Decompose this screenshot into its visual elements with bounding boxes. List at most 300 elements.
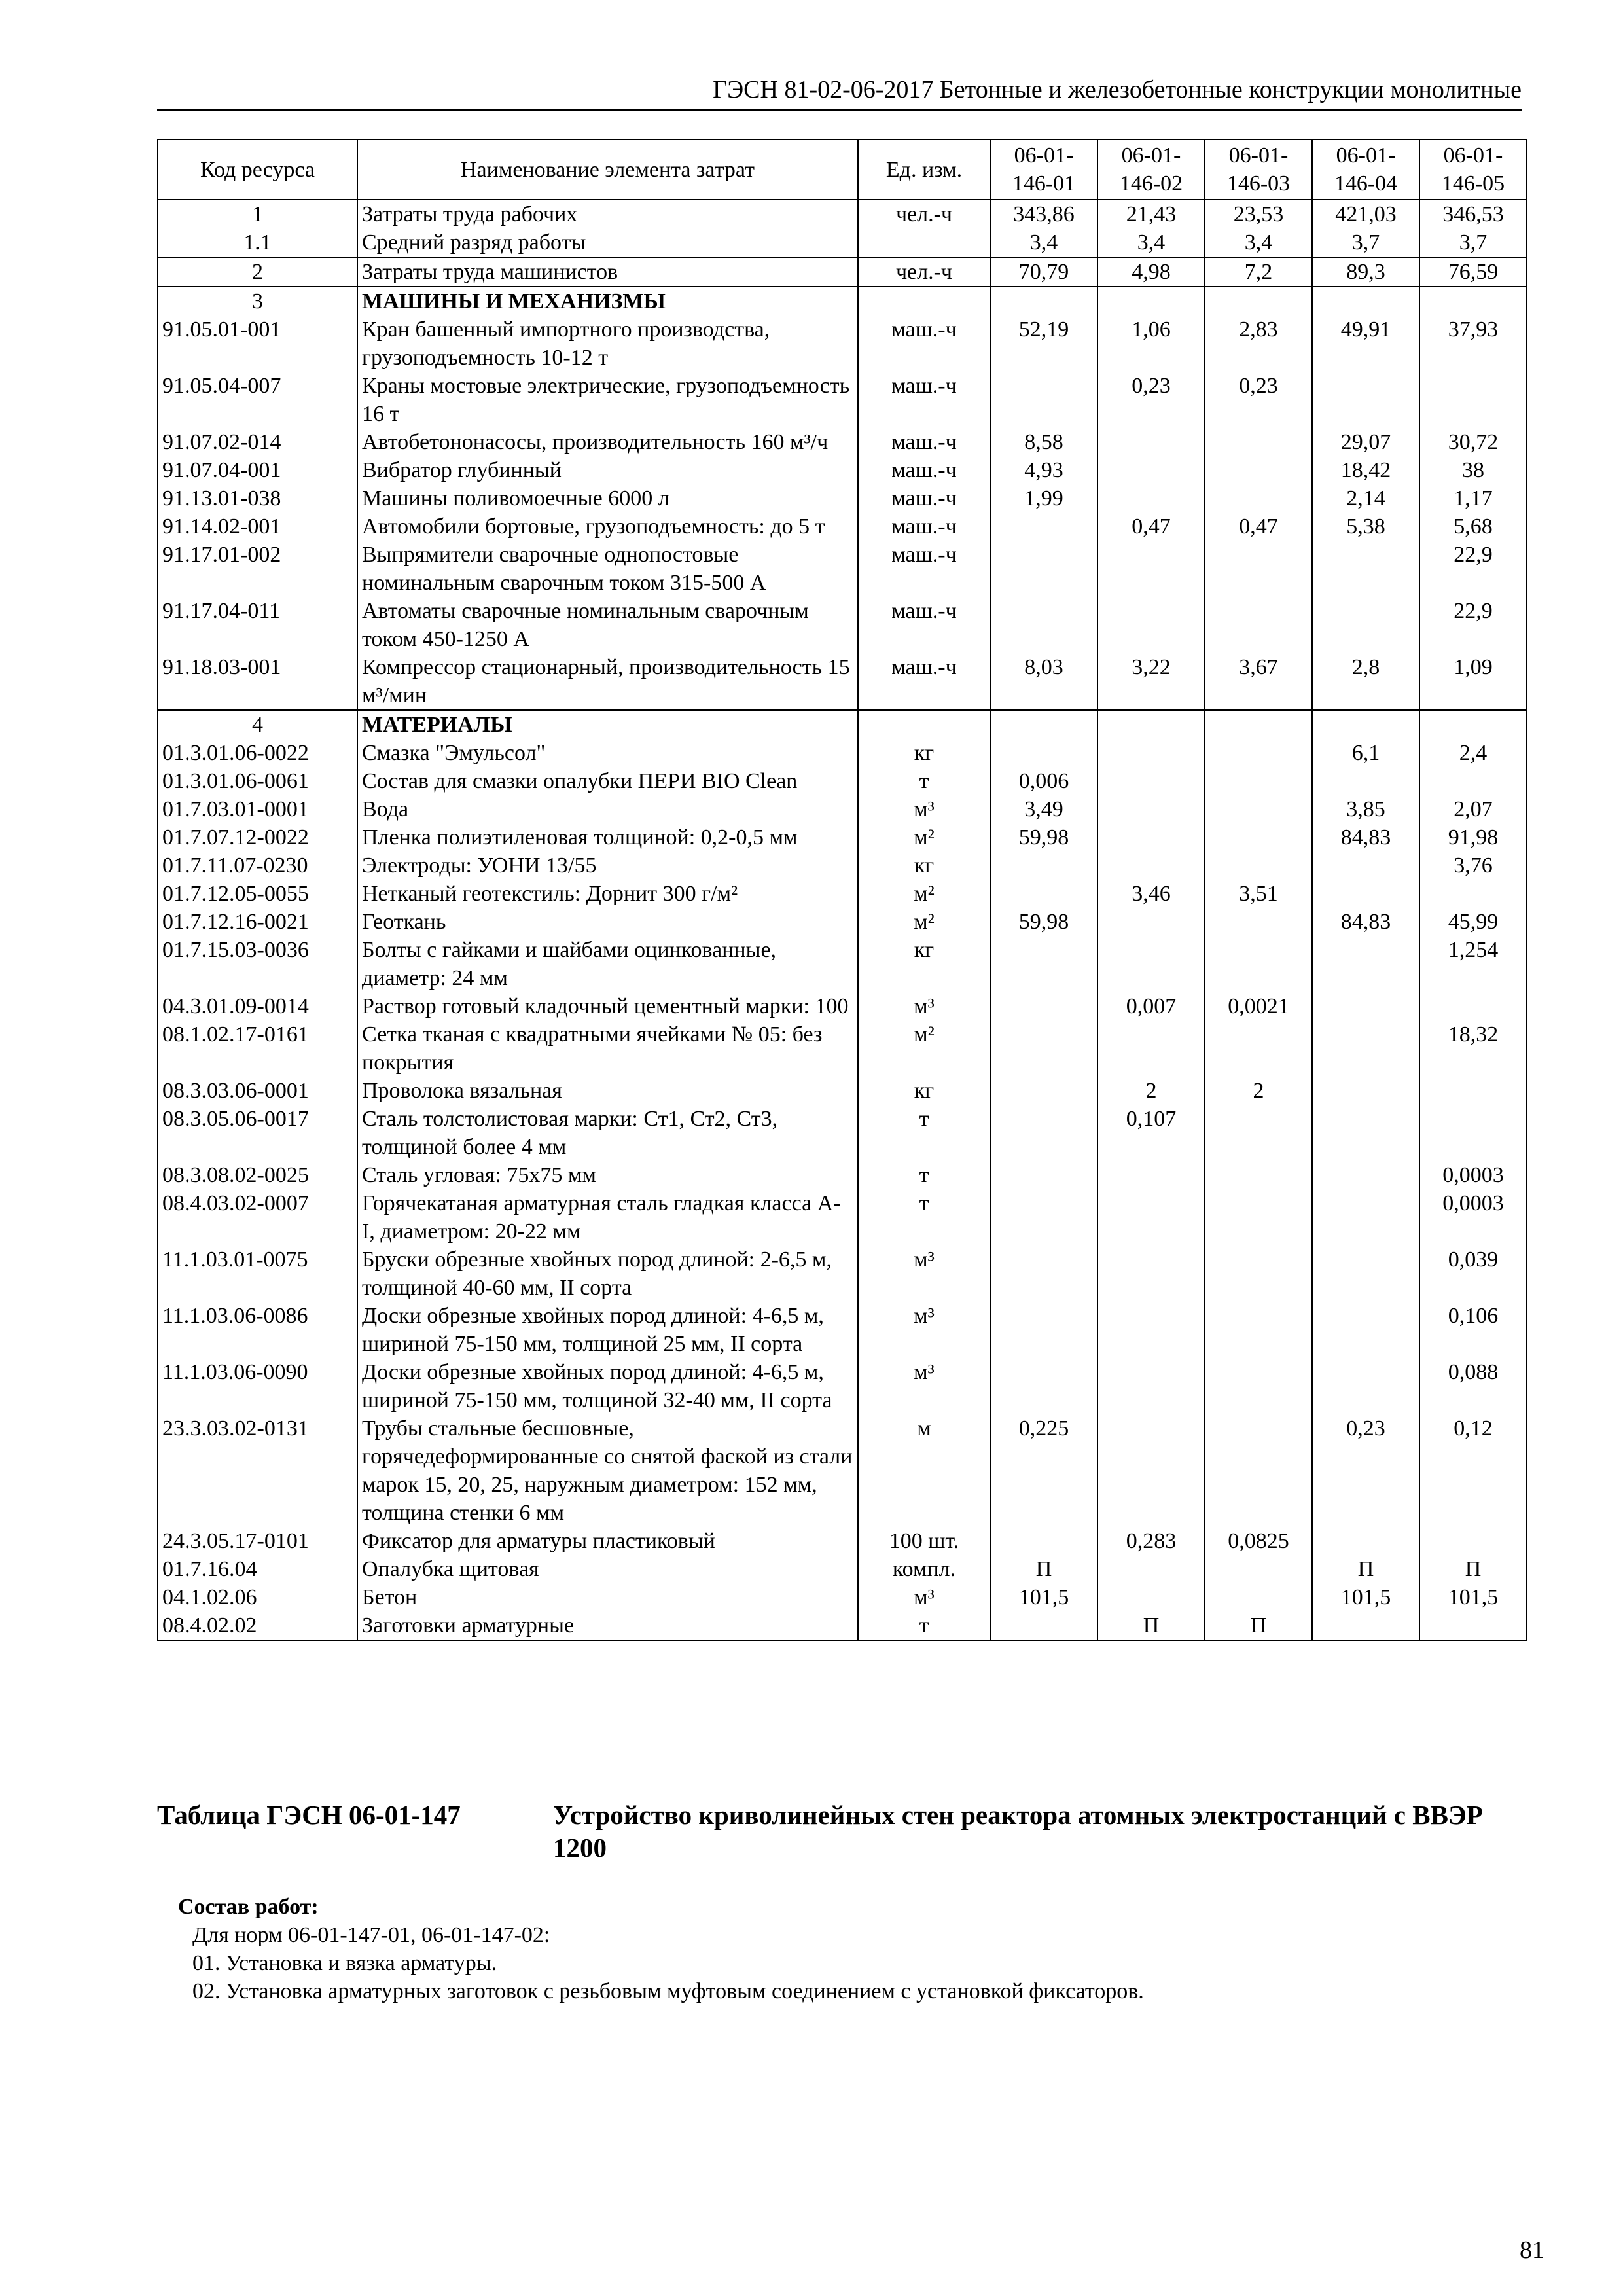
resource-code: 91.17.01-002 bbox=[158, 541, 357, 597]
resource-code: 24.3.05.17-0101 bbox=[158, 1527, 357, 1555]
resource-value bbox=[990, 1302, 1097, 1358]
resource-value bbox=[1312, 597, 1419, 653]
resource-value: 0,007 bbox=[1097, 992, 1205, 1020]
resource-value: 0,225 bbox=[990, 1414, 1097, 1527]
resource-value bbox=[990, 1358, 1097, 1414]
resource-code: 08.3.08.02-0025 bbox=[158, 1161, 357, 1189]
resource-value: 22,9 bbox=[1419, 541, 1527, 597]
resource-code: 04.3.01.09-0014 bbox=[158, 992, 357, 1020]
resource-code: 01.7.12.16-0021 bbox=[158, 908, 357, 936]
table-row bbox=[158, 257, 1527, 287]
resource-value: 18,42 bbox=[1312, 456, 1419, 484]
resource-value bbox=[1205, 1414, 1312, 1527]
resource-unit: т bbox=[858, 1105, 990, 1161]
resource-unit: чел.-ч bbox=[858, 200, 990, 228]
resource-value bbox=[990, 372, 1097, 428]
resource-value bbox=[1312, 1611, 1419, 1640]
resource-value bbox=[1312, 1358, 1419, 1414]
table-header-row bbox=[158, 139, 1527, 200]
resource-unit: маш.-ч bbox=[858, 597, 990, 653]
resource-value bbox=[1419, 372, 1527, 428]
resource-code: 08.4.03.02-0007 bbox=[158, 1189, 357, 1246]
resource-code: 08.3.05.06-0017 bbox=[158, 1105, 357, 1161]
resource-value: 1,99 bbox=[990, 484, 1097, 512]
resource-value: 346,53 bbox=[1419, 200, 1527, 228]
resource-name: Краны мостовые электрические, грузоподъемность 16 т bbox=[357, 372, 858, 428]
resource-code: 1 bbox=[158, 200, 357, 228]
table-row bbox=[158, 456, 1527, 484]
resource-value bbox=[990, 992, 1097, 1020]
resource-value: 0,107 bbox=[1097, 1105, 1205, 1161]
resource-value: 49,91 bbox=[1312, 315, 1419, 372]
resource-name: Сталь толстолистовая марки: Ст1, Ст2, Ст3, толщиной более 4 мм bbox=[357, 1105, 858, 1161]
resource-value: 84,83 bbox=[1312, 823, 1419, 852]
resource-value bbox=[1419, 1611, 1527, 1640]
resource-value: 1,09 bbox=[1419, 653, 1527, 710]
table-body bbox=[158, 200, 1527, 1640]
table-row bbox=[158, 1020, 1527, 1077]
resource-value: 22,9 bbox=[1419, 597, 1527, 653]
resource-name: Выпрямители сварочные однопостовые номинальным сварочным током 315-500 А bbox=[357, 541, 858, 597]
resource-value: 2,4 bbox=[1419, 739, 1527, 767]
resource-value bbox=[1419, 992, 1527, 1020]
resource-code: 11.1.03.06-0090 bbox=[158, 1358, 357, 1414]
resource-code: 11.1.03.06-0086 bbox=[158, 1302, 357, 1358]
resource-value bbox=[1312, 1161, 1419, 1189]
resource-code: 1.1 bbox=[158, 228, 357, 257]
header-unit: Ед. изм. bbox=[858, 139, 990, 200]
resource-value bbox=[1097, 1555, 1205, 1583]
resource-value: 1,254 bbox=[1419, 936, 1527, 992]
resource-unit: маш.-ч bbox=[858, 456, 990, 484]
resource-code: 91.05.04-007 bbox=[158, 372, 357, 428]
resource-code: 91.14.02-001 bbox=[158, 512, 357, 541]
resource-value: 37,93 bbox=[1419, 315, 1527, 372]
resource-value: 0,006 bbox=[990, 767, 1097, 795]
resource-name: Автоматы сварочные номинальным сварочным током 450-1250 А bbox=[357, 597, 858, 653]
resource-unit: т bbox=[858, 767, 990, 795]
resource-unit: чел.-ч bbox=[858, 257, 990, 287]
resource-value bbox=[1097, 428, 1205, 456]
resource-unit: маш.-ч bbox=[858, 428, 990, 456]
resource-value: 18,32 bbox=[1419, 1020, 1527, 1077]
next-table-number: Таблица ГЭСН 06-01-147 bbox=[157, 1800, 461, 1830]
resource-unit: т bbox=[858, 1189, 990, 1246]
table-row bbox=[158, 767, 1527, 795]
next-table-name: Устройство криволинейных стен реактора атомных электростанций с ВВЭР 1200 bbox=[553, 1800, 1483, 1863]
resource-code: 91.13.01-038 bbox=[158, 484, 357, 512]
resource-value: 101,5 bbox=[1312, 1583, 1419, 1611]
resource-name: Доски обрезные хвойных пород длиной: 4-6,5 м, шириной 75-150 мм, толщиной 25 мм, II сорта bbox=[357, 1302, 858, 1358]
resource-value bbox=[1097, 1302, 1205, 1358]
table-row bbox=[158, 1611, 1527, 1640]
resource-value: 45,99 bbox=[1419, 908, 1527, 936]
resource-value: 76,59 bbox=[1419, 257, 1527, 287]
resource-value bbox=[1205, 710, 1312, 739]
resource-value bbox=[990, 1527, 1097, 1555]
resource-value bbox=[1097, 287, 1205, 315]
resource-unit: маш.-ч bbox=[858, 653, 990, 710]
resource-value: 5,68 bbox=[1419, 512, 1527, 541]
resource-value: 3,7 bbox=[1312, 228, 1419, 257]
resource-value bbox=[990, 512, 1097, 541]
resource-name: Болты с гайками и шайбами оцинкованные, диаметр: 24 мм bbox=[357, 936, 858, 992]
resource-value bbox=[1205, 1302, 1312, 1358]
table-row bbox=[158, 653, 1527, 710]
resource-name: Затраты труда машинистов bbox=[357, 257, 858, 287]
resource-value bbox=[1205, 767, 1312, 795]
resource-value bbox=[1312, 1077, 1419, 1105]
resource-value: 3,22 bbox=[1097, 653, 1205, 710]
resource-value: 101,5 bbox=[1419, 1583, 1527, 1611]
resource-value bbox=[990, 1105, 1097, 1161]
resource-value bbox=[1097, 710, 1205, 739]
header-norm-4: 06-01- 146-04 bbox=[1312, 139, 1419, 200]
resource-unit: м³ bbox=[858, 1583, 990, 1611]
resource-value: 3,4 bbox=[990, 228, 1097, 257]
resource-value bbox=[1205, 823, 1312, 852]
resource-value bbox=[1097, 823, 1205, 852]
resource-value: 1,17 bbox=[1419, 484, 1527, 512]
resource-value: 2 bbox=[1097, 1077, 1205, 1105]
resource-code: 91.07.04-001 bbox=[158, 456, 357, 484]
resource-code: 11.1.03.01-0075 bbox=[158, 1246, 357, 1302]
resource-value bbox=[1205, 908, 1312, 936]
resource-value: 3,67 bbox=[1205, 653, 1312, 710]
resource-value: 84,83 bbox=[1312, 908, 1419, 936]
resource-value: П bbox=[1097, 1611, 1205, 1640]
resource-value bbox=[1312, 541, 1419, 597]
resource-unit: т bbox=[858, 1611, 990, 1640]
resource-value bbox=[1312, 287, 1419, 315]
resource-name: Смазка "Эмульсол" bbox=[357, 739, 858, 767]
page-number: 81 bbox=[1520, 2236, 1544, 2264]
resource-name: Вода bbox=[357, 795, 858, 823]
resource-value bbox=[1312, 372, 1419, 428]
resource-value bbox=[1097, 597, 1205, 653]
resource-unit: м³ bbox=[858, 795, 990, 823]
resource-unit: м² bbox=[858, 880, 990, 908]
resource-value bbox=[1419, 1527, 1527, 1555]
table-row bbox=[158, 936, 1527, 992]
resource-value: 2 bbox=[1205, 1077, 1312, 1105]
table-row bbox=[158, 1105, 1527, 1161]
resource-value bbox=[990, 541, 1097, 597]
resource-value bbox=[1312, 1302, 1419, 1358]
resource-name: Заготовки арматурные bbox=[357, 1611, 858, 1640]
table-row bbox=[158, 992, 1527, 1020]
resource-name: Пленка полиэтиленовая толщиной: 0,2-0,5 мм bbox=[357, 823, 858, 852]
resource-name: Автомобили бортовые, грузоподъемность: до 5 т bbox=[357, 512, 858, 541]
resource-name: Средний разряд работы bbox=[357, 228, 858, 257]
resource-unit: маш.-ч bbox=[858, 541, 990, 597]
works-line: 01. Установка и вязка арматуры. bbox=[192, 1951, 497, 1975]
resource-value bbox=[990, 936, 1097, 992]
resource-name: Бруски обрезные хвойных пород длиной: 2-6,5 м, толщиной 40-60 мм, II сорта bbox=[357, 1246, 858, 1302]
resource-value bbox=[1419, 1105, 1527, 1161]
resource-unit: кг bbox=[858, 936, 990, 992]
table-row bbox=[158, 1583, 1527, 1611]
resource-value bbox=[1205, 1020, 1312, 1077]
resource-name: Автобетононасосы, производительность 160 м³/ч bbox=[357, 428, 858, 456]
resource-unit: кг bbox=[858, 1077, 990, 1105]
resource-value: 0,0825 bbox=[1205, 1527, 1312, 1555]
resource-value: 29,07 bbox=[1312, 428, 1419, 456]
works-line: 02. Установка арматурных заготовок с резьбовым муфтовым соединением с установкой фиксаторов. bbox=[192, 1979, 1144, 2003]
resource-value: 38 bbox=[1419, 456, 1527, 484]
resource-code: 01.7.12.05-0055 bbox=[158, 880, 357, 908]
table-row bbox=[158, 428, 1527, 456]
resource-value bbox=[1205, 541, 1312, 597]
resource-name: МАТЕРИАЛЫ bbox=[357, 710, 858, 739]
resource-value bbox=[1205, 597, 1312, 653]
resource-value bbox=[1205, 1246, 1312, 1302]
resource-value bbox=[1097, 739, 1205, 767]
resource-unit: м³ bbox=[858, 992, 990, 1020]
header-norm-2: 06-01- 146-02 bbox=[1097, 139, 1205, 200]
resource-unit: м² bbox=[858, 823, 990, 852]
resource-value bbox=[1205, 739, 1312, 767]
resource-value: 8,58 bbox=[990, 428, 1097, 456]
works-title: Состав работ: bbox=[178, 1895, 319, 1919]
resource-code: 91.17.04-011 bbox=[158, 597, 357, 653]
table-row bbox=[158, 739, 1527, 767]
resource-code: 01.7.11.07-0230 bbox=[158, 852, 357, 880]
resource-unit: компл. bbox=[858, 1555, 990, 1583]
resource-value bbox=[1312, 710, 1419, 739]
table-row bbox=[158, 287, 1527, 315]
table-row bbox=[158, 795, 1527, 823]
resource-value: 101,5 bbox=[990, 1583, 1097, 1611]
table-row bbox=[158, 908, 1527, 936]
table-row bbox=[158, 1555, 1527, 1583]
resource-value bbox=[1205, 1583, 1312, 1611]
resource-value: 6,1 bbox=[1312, 739, 1419, 767]
resource-value bbox=[1419, 767, 1527, 795]
resource-unit: маш.-ч bbox=[858, 484, 990, 512]
resource-value: 0,0021 bbox=[1205, 992, 1312, 1020]
resource-name: Проволока вязальная bbox=[357, 1077, 858, 1105]
resource-value bbox=[1312, 767, 1419, 795]
resource-value bbox=[1312, 1246, 1419, 1302]
resource-code: 91.18.03-001 bbox=[158, 653, 357, 710]
table-row bbox=[158, 1189, 1527, 1246]
resource-value: 2,07 bbox=[1419, 795, 1527, 823]
table-row bbox=[158, 1161, 1527, 1189]
resource-value bbox=[1312, 992, 1419, 1020]
resource-code: 23.3.03.02-0131 bbox=[158, 1414, 357, 1527]
resource-value bbox=[1097, 1161, 1205, 1189]
resource-code: 04.1.02.06 bbox=[158, 1583, 357, 1611]
resource-name: МАШИНЫ И МЕХАНИЗМЫ bbox=[357, 287, 858, 315]
resource-value bbox=[1205, 456, 1312, 484]
table-row bbox=[158, 880, 1527, 908]
resource-value: 1,06 bbox=[1097, 315, 1205, 372]
resource-value: 0,23 bbox=[1205, 372, 1312, 428]
resource-name: Кран башенный импортного производства, грузоподъемность 10-12 т bbox=[357, 315, 858, 372]
resource-value bbox=[1205, 795, 1312, 823]
resource-value: 91,98 bbox=[1419, 823, 1527, 852]
resource-unit: кг bbox=[858, 852, 990, 880]
resource-value: 30,72 bbox=[1419, 428, 1527, 456]
header-name: Наименование элемента затрат bbox=[357, 139, 858, 200]
resource-value bbox=[990, 1161, 1097, 1189]
resource-value: 0,106 bbox=[1419, 1302, 1527, 1358]
resource-value: 0,47 bbox=[1097, 512, 1205, 541]
resource-value: 3,51 bbox=[1205, 880, 1312, 908]
table-row bbox=[158, 823, 1527, 852]
resource-code: 01.7.07.12-0022 bbox=[158, 823, 357, 852]
resource-value bbox=[1097, 1414, 1205, 1527]
resource-unit bbox=[858, 228, 990, 257]
resource-unit: маш.-ч bbox=[858, 315, 990, 372]
resource-code: 01.3.01.06-0061 bbox=[158, 767, 357, 795]
resource-value bbox=[1312, 1105, 1419, 1161]
resource-value: 0,23 bbox=[1097, 372, 1205, 428]
resource-value bbox=[1097, 1020, 1205, 1077]
resource-value bbox=[1097, 541, 1205, 597]
resource-unit: кг bbox=[858, 739, 990, 767]
resource-value: П bbox=[1419, 1555, 1527, 1583]
resource-value bbox=[1205, 428, 1312, 456]
resource-code: 01.3.01.06-0022 bbox=[158, 739, 357, 767]
resource-code: 91.07.02-014 bbox=[158, 428, 357, 456]
resource-code: 4 bbox=[158, 710, 357, 739]
resource-value: 89,3 bbox=[1312, 257, 1419, 287]
resource-name: Раствор готовый кладочный цементный марки: 100 bbox=[357, 992, 858, 1020]
resource-value bbox=[990, 1246, 1097, 1302]
resource-name: Фиксатор для арматуры пластиковый bbox=[357, 1527, 858, 1555]
resource-value: 0,0003 bbox=[1419, 1189, 1527, 1246]
resource-value bbox=[990, 1077, 1097, 1105]
header-code: Код ресурса bbox=[158, 139, 357, 200]
resource-code: 91.05.01-001 bbox=[158, 315, 357, 372]
resource-value: 3,4 bbox=[1205, 228, 1312, 257]
header-norm-1: 06-01- 146-01 bbox=[990, 139, 1097, 200]
table-row bbox=[158, 1358, 1527, 1414]
resource-value: 3,46 bbox=[1097, 880, 1205, 908]
resource-value: 5,38 bbox=[1312, 512, 1419, 541]
resource-value: 7,2 bbox=[1205, 257, 1312, 287]
resource-unit: маш.-ч bbox=[858, 372, 990, 428]
resource-value bbox=[1419, 710, 1527, 739]
resource-value bbox=[1205, 1555, 1312, 1583]
table-row bbox=[158, 710, 1527, 739]
works-line: Для норм 06-01-147-01, 06-01-147-02: bbox=[192, 1923, 550, 1947]
table-row bbox=[158, 1246, 1527, 1302]
resource-name: Геоткань bbox=[357, 908, 858, 936]
table-row bbox=[158, 484, 1527, 512]
table-row bbox=[158, 541, 1527, 597]
resource-unit: м bbox=[858, 1414, 990, 1527]
header-norm-3: 06-01- 146-03 bbox=[1205, 139, 1312, 200]
resource-value: П bbox=[1205, 1611, 1312, 1640]
resource-value: 52,19 bbox=[990, 315, 1097, 372]
resource-unit: маш.-ч bbox=[858, 512, 990, 541]
resource-name: Электроды: УОНИ 13/55 bbox=[357, 852, 858, 880]
resource-unit: т bbox=[858, 1161, 990, 1189]
resource-value bbox=[1097, 1358, 1205, 1414]
resource-value bbox=[1205, 1189, 1312, 1246]
table-row bbox=[158, 1302, 1527, 1358]
table-row bbox=[158, 1414, 1527, 1527]
table-row bbox=[158, 200, 1527, 228]
running-header: ГЭСН 81-02-06-2017 Бетонные и железобетонные конструкции монолитные bbox=[157, 73, 1522, 111]
resource-value: П bbox=[990, 1555, 1097, 1583]
resource-value: 421,03 bbox=[1312, 200, 1419, 228]
resource-value: 23,53 bbox=[1205, 200, 1312, 228]
resource-value bbox=[1205, 1105, 1312, 1161]
resource-value bbox=[1097, 1189, 1205, 1246]
header-norm-5: 06-01- 146-05 bbox=[1419, 139, 1527, 200]
resource-unit: м² bbox=[858, 908, 990, 936]
table-row bbox=[158, 228, 1527, 257]
resource-unit bbox=[858, 287, 990, 315]
resource-value bbox=[1312, 1189, 1419, 1246]
resource-code: 2 bbox=[158, 257, 357, 287]
resource-value: 3,7 bbox=[1419, 228, 1527, 257]
resource-value: 0,283 bbox=[1097, 1527, 1205, 1555]
resource-name: Затраты труда рабочих bbox=[357, 200, 858, 228]
resource-name: Сетка тканая с квадратными ячейками № 05: без покрытия bbox=[357, 1020, 858, 1077]
resource-value bbox=[1205, 852, 1312, 880]
resource-value bbox=[1312, 1527, 1419, 1555]
resource-unit: м² bbox=[858, 1020, 990, 1077]
resource-unit: м³ bbox=[858, 1358, 990, 1414]
resource-unit: 100 шт. bbox=[858, 1527, 990, 1555]
resource-name: Вибратор глубинный bbox=[357, 456, 858, 484]
works-composition bbox=[178, 1893, 1487, 2005]
resource-value: 2,14 bbox=[1312, 484, 1419, 512]
resource-name: Горячекатаная арматурная сталь гладкая класса A-I, диаметром: 20-22 мм bbox=[357, 1189, 858, 1246]
resource-code: 01.7.16.04 bbox=[158, 1555, 357, 1583]
resource-unit bbox=[858, 710, 990, 739]
resource-value bbox=[1419, 880, 1527, 908]
resource-value bbox=[1097, 852, 1205, 880]
resource-value: 0,039 bbox=[1419, 1246, 1527, 1302]
resource-value bbox=[1312, 852, 1419, 880]
resource-value: 4,98 bbox=[1097, 257, 1205, 287]
resource-value: 0,23 bbox=[1312, 1414, 1419, 1527]
resource-value bbox=[1097, 908, 1205, 936]
resource-value bbox=[990, 1611, 1097, 1640]
resource-value: 3,49 bbox=[990, 795, 1097, 823]
resource-value bbox=[990, 597, 1097, 653]
resource-value: 59,98 bbox=[990, 908, 1097, 936]
resource-value bbox=[990, 287, 1097, 315]
resource-value: 0,0003 bbox=[1419, 1161, 1527, 1189]
resource-name: Доски обрезные хвойных пород длиной: 4-6,5 м, шириной 75-150 мм, толщиной 32-40 мм, II сорта bbox=[357, 1358, 858, 1414]
resource-value bbox=[1097, 767, 1205, 795]
resource-code: 01.7.15.03-0036 bbox=[158, 936, 357, 992]
resource-value bbox=[1097, 936, 1205, 992]
resource-value bbox=[1312, 1020, 1419, 1077]
resource-value: 0,088 bbox=[1419, 1358, 1527, 1414]
resource-value: 4,93 bbox=[990, 456, 1097, 484]
resource-value: 70,79 bbox=[990, 257, 1097, 287]
resource-value bbox=[990, 852, 1097, 880]
resource-name: Бетон bbox=[357, 1583, 858, 1611]
resource-value bbox=[990, 1189, 1097, 1246]
resource-value: 0,47 bbox=[1205, 512, 1312, 541]
resource-name: Опалубка щитовая bbox=[357, 1555, 858, 1583]
table-row bbox=[158, 1077, 1527, 1105]
resource-value: 3,4 bbox=[1097, 228, 1205, 257]
resource-code: 08.1.02.17-0161 bbox=[158, 1020, 357, 1077]
resource-unit: м³ bbox=[858, 1246, 990, 1302]
resource-table bbox=[157, 139, 1527, 1641]
resource-value bbox=[1097, 1583, 1205, 1611]
